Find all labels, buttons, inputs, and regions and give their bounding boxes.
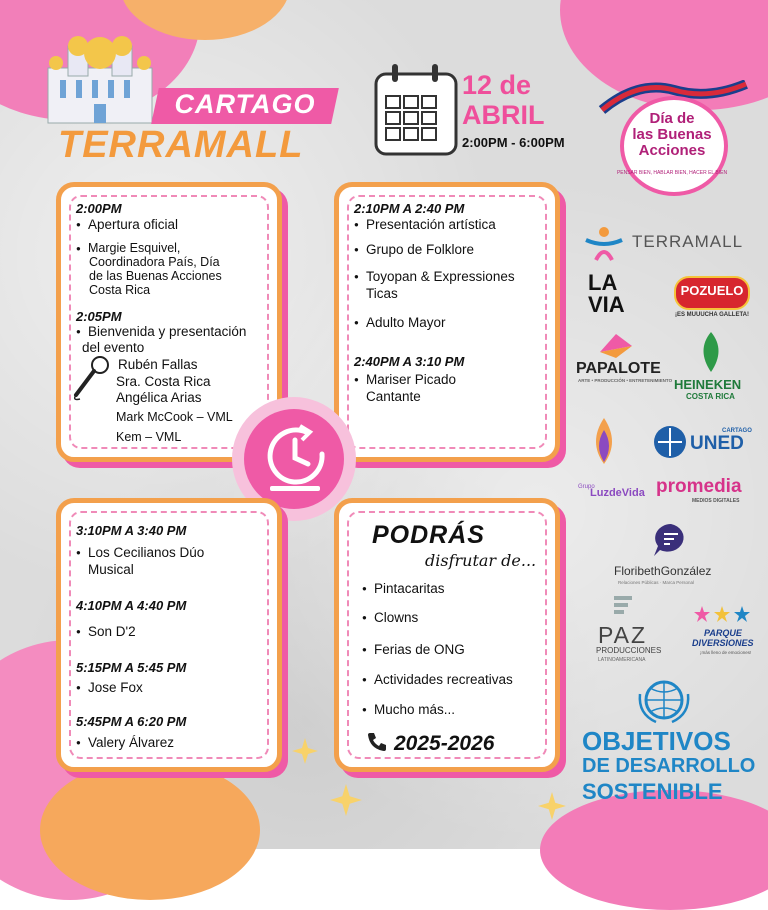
sparkle-icon [292, 738, 318, 764]
paz-flag-icon [612, 594, 634, 616]
parque-logo-2: DIVERSIONES [692, 638, 754, 648]
city-title: CARTAGO [174, 89, 316, 119]
ods-line-2: DE DESARROLLO [582, 755, 756, 777]
papalote-tagline: ARTE • PRODUCCIÓN • ENTRETENIMIENTO [578, 378, 673, 383]
orange-blob-bottom-left [40, 760, 260, 900]
lavia-logo: LA VIA [588, 270, 625, 317]
activities-subtitle: disfrutar de... [425, 551, 537, 570]
terramall-logo: TERRAMALL [632, 232, 744, 251]
floribeth-logo: FloribethGonzález [614, 564, 712, 578]
paz-producciones: PRODUCCIONES [596, 646, 662, 655]
card1-item-2a: ● Margie Esquivel, [76, 240, 180, 257]
luzdevida-logo: LuzdeVida [590, 487, 645, 499]
ods-line-1: OBJETIVOS [582, 726, 731, 756]
cathedral-icon [40, 18, 160, 128]
event-badge [598, 80, 750, 192]
promedia-tagline: MEDIOS DIGITALES [692, 498, 740, 504]
activity-item: ● Mucho más... [362, 701, 455, 718]
parque-stars-icon [694, 604, 750, 628]
activity-item: ● Ferias de ONG [362, 641, 465, 658]
heineken-leaf-icon [696, 330, 726, 374]
calendar-icon [372, 62, 460, 158]
card2-item-5b: Cantante [366, 389, 421, 404]
card1-item-2d: Costa Rica [89, 283, 151, 297]
terramall-logo-icon [582, 226, 626, 262]
activities-title: PODRÁS [372, 521, 485, 549]
heineken-country: COSTA RICA [686, 392, 735, 401]
card1-time-1: 2:00PM [76, 201, 122, 216]
parque-tagline: ¡más lleno de emociones! [700, 650, 752, 655]
card3-item-1b: Musical [88, 562, 134, 577]
card2-item-5a: ● Mariser Picado [354, 371, 456, 388]
papalote-logo: PAPALOTE [576, 360, 661, 377]
ods-line-3: SOSTENIBLE [582, 779, 723, 804]
card1-item-3a: ● Bienvenida y presentación [76, 323, 246, 340]
card2-time-1: 2:10PM A 2:40 PM [354, 201, 465, 216]
activity-item: ● Pintacaritas [362, 580, 445, 597]
card1-item-3b: del evento [82, 340, 145, 355]
card2-item-3b: Ticas [366, 286, 398, 301]
date-hours: 2:00PM - 6:00PM [462, 135, 565, 150]
card1-item-2b: Coordinadora País, Día [89, 255, 220, 269]
badge-line1: Día de [649, 110, 695, 127]
card3-item-4: ● Valery Álvarez [76, 734, 174, 751]
card3-item-2: ● Son D'2 [76, 623, 136, 640]
luzdevida-flame-icon [586, 416, 622, 472]
floribeth-chat-icon [652, 522, 690, 558]
clock-icon [262, 424, 328, 494]
pink-blob-bottom-right [540, 790, 768, 910]
card1-item-1: ● Apertura oficial [76, 216, 178, 233]
activity-item: ● Actividades recreativas [362, 671, 513, 688]
card3-item-1a: ● Los Cecilianos Dúo [76, 544, 204, 561]
sparkle-icon [538, 792, 566, 820]
promedia-logo: promedia [656, 476, 742, 497]
phone-icon [366, 731, 388, 753]
badge-line2: las Buenas [632, 126, 712, 143]
badge-line3: Acciones [638, 142, 706, 159]
uned-logo: UNED [690, 433, 744, 454]
card1-time-2: 2:05PM [76, 309, 122, 324]
paz-latinoamericana: LATINOAMERICANA [598, 657, 646, 663]
card3-time-2: 4:10PM A 4:40 PM [76, 598, 187, 613]
badge-tagline: PENSAR BIEN, HABLAR BIEN, HACER EL BIEN [616, 170, 728, 176]
date-month: ABRIL [462, 100, 545, 130]
un-emblem-icon [636, 674, 692, 726]
parque-logo-1: PARQUE [704, 628, 742, 638]
kite-icon [596, 332, 636, 360]
host-2: Sra. Costa Rica [116, 374, 211, 389]
card2-item-3a: ● Toyopan & Expressiones [354, 268, 515, 285]
card3-item-3: ● Jose Fox [76, 679, 143, 696]
microphone-icon [70, 355, 110, 401]
sparkle-icon [330, 784, 362, 816]
host-1: Rubén Fallas [118, 357, 198, 372]
card2-item-4: ● Adulto Mayor [354, 314, 446, 331]
card2-item-1: ● Presentación artística [354, 216, 496, 233]
pozuelo-tagline: ¡ES MUUUCHA GALLETA! [675, 312, 749, 318]
host-5: Kem – VML [116, 430, 182, 444]
pozuelo-name: POZUELO [680, 283, 744, 298]
date-day: 12 de [462, 70, 532, 100]
uned-campus: CARTAGO [722, 428, 752, 434]
host-4: Mark McCook – VML [116, 410, 233, 424]
uned-globe-icon [652, 424, 688, 460]
mall-title: TERRAMALL [58, 124, 304, 166]
floribeth-tagline: Relaciones Públicas · Marca Personal [618, 580, 695, 585]
host-3: Angélica Arias [116, 390, 202, 405]
luzdevida-group: Grupo [578, 484, 595, 490]
card2-time-2: 2:40PM A 3:10 PM [354, 354, 465, 369]
card3-time-1: 3:10PM A 3:40 PM [76, 523, 187, 538]
card3-time-4: 5:45PM A 6:20 PM [76, 714, 187, 729]
card2-item-2: ● Grupo de Folklore [354, 241, 474, 258]
season-year: 2025-2026 [394, 732, 495, 755]
activity-item: ● Clowns [362, 609, 418, 626]
paz-logo: PAZ [598, 622, 648, 648]
heineken-name: HEINEKEN [674, 377, 742, 392]
card3-time-3: 5:15PM A 5:45 PM [76, 660, 187, 675]
card1-item-2c: de las Buenas Acciones [89, 269, 222, 283]
